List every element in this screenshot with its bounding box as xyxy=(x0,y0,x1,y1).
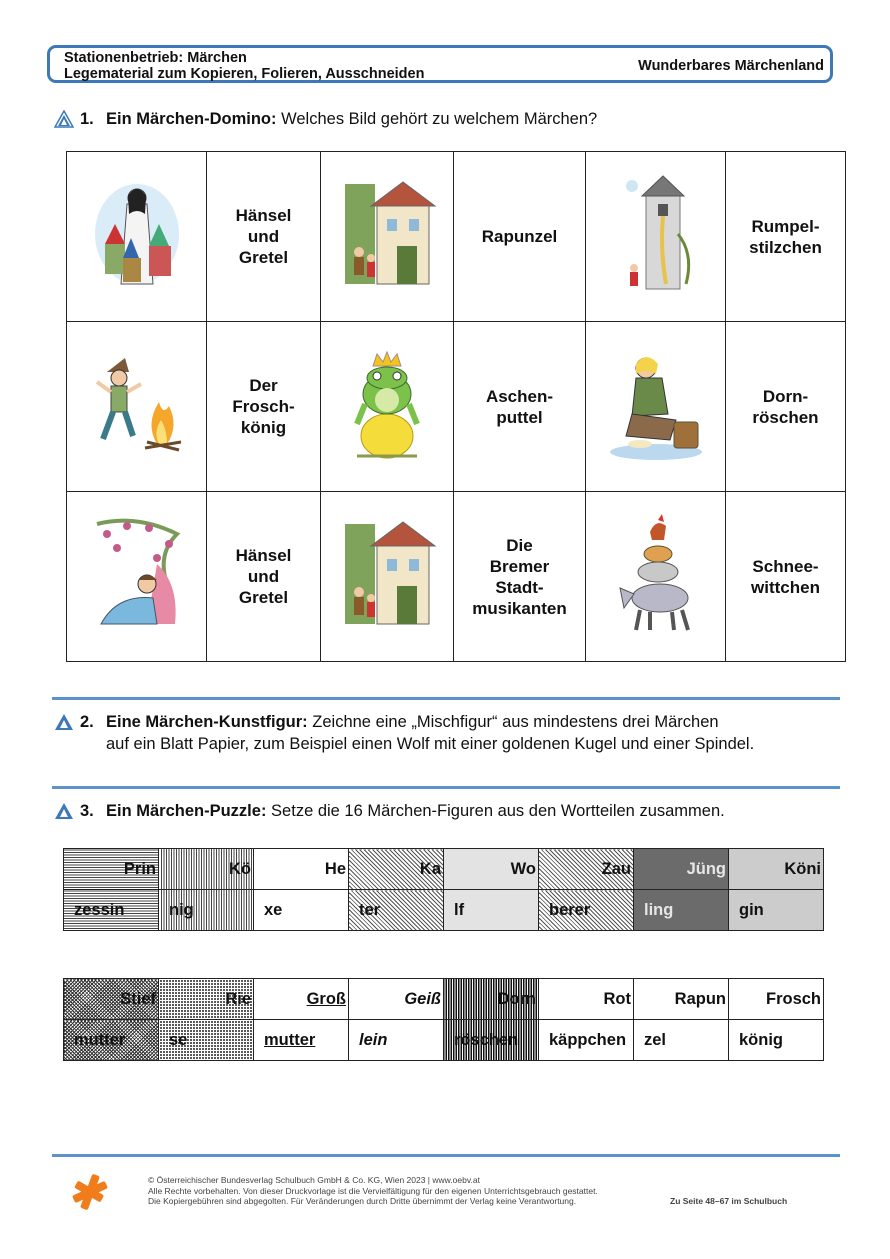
puzzle-piece: Rot xyxy=(539,979,634,1020)
task-title: Ein Märchen-Domino: xyxy=(106,110,277,128)
triangle-level-icon xyxy=(54,110,74,128)
puzzle-piece: Rie xyxy=(159,979,254,1020)
domino-image-cell xyxy=(321,492,454,662)
frog-prince-on-golden-ball-illustration xyxy=(337,344,437,464)
publisher-logo-icon xyxy=(70,1172,110,1212)
triangle-level-icon xyxy=(54,802,74,820)
task-number: 2. xyxy=(80,713,94,731)
domino-label-line: Rapunzel xyxy=(481,227,558,246)
puzzle-piece: zel xyxy=(634,1020,729,1061)
puzzle-piece: Stief xyxy=(64,979,159,1020)
puzzle-piece: He xyxy=(254,849,349,890)
puzzle-piece: Ka xyxy=(349,849,444,890)
task-text xyxy=(106,800,725,822)
puzzle-piece: Prin xyxy=(64,849,159,890)
domino-label-line: Der xyxy=(249,376,278,395)
puzzle-row-bottom xyxy=(64,890,824,931)
footer-line: Die Kopiergebühren sind abgegolten. Für Veränderungen durch Dritte übernimmt der Verlag keine Verantwortung. xyxy=(148,1196,577,1206)
tower-with-hair-illustration xyxy=(606,174,706,294)
domino-label-line: Hänsel xyxy=(235,546,292,565)
dancing-man-at-fire-illustration xyxy=(87,344,187,464)
task-1 xyxy=(54,108,834,132)
header-subtitle-line2: Legematerial zum Kopieren, Folieren, Ausschneiden xyxy=(64,66,425,82)
puzzle-piece: Wo xyxy=(444,849,539,890)
domino-image-cell xyxy=(321,322,454,492)
domino-grid xyxy=(66,151,846,662)
sleeping-beauty-with-roses-illustration xyxy=(87,514,187,634)
footer-page-reference: Zu Seite 48–67 im Schulbuch xyxy=(670,1196,788,1206)
domino-label-line: könig xyxy=(240,418,287,437)
puzzle-table-1 xyxy=(63,848,824,931)
puzzle-piece: Jüng xyxy=(634,849,729,890)
puzzle-piece: Dorn xyxy=(444,979,539,1020)
domino-label-line: wittchen xyxy=(751,577,820,597)
task-number: 1. xyxy=(80,110,94,128)
domino-label-cell xyxy=(454,492,586,662)
puzzle-row-bottom xyxy=(64,1020,824,1061)
puzzle-piece: mutter xyxy=(254,1020,349,1061)
domino-image-cell xyxy=(67,492,207,662)
domino-image-cell xyxy=(321,152,454,322)
witch-house-children-illustration xyxy=(337,174,437,294)
domino-label-line: puttel xyxy=(496,407,543,427)
domino-label-line: und xyxy=(247,567,280,586)
domino-row xyxy=(67,322,846,492)
puzzle-table-2 xyxy=(63,978,824,1061)
puzzle-piece: zessin xyxy=(64,890,159,931)
puzzle-row-top xyxy=(64,849,824,890)
domino-label-line: Hänsel xyxy=(235,206,292,225)
domino-label-line: Gretel xyxy=(238,588,289,607)
puzzle-piece: Köni xyxy=(729,849,824,890)
domino-label-line: Gretel xyxy=(238,248,289,267)
task-title: Ein Märchen-Puzzle: xyxy=(106,802,267,820)
domino-label-cell xyxy=(726,322,846,492)
header-subtitle-line1: Stationenbetrieb: Märchen xyxy=(64,50,247,66)
task-2 xyxy=(54,711,834,757)
domino-label-line: Frosch- xyxy=(232,397,295,416)
task-text xyxy=(106,108,597,130)
task-instruction: Zeichne eine „Mischfigur“ aus mindestens drei Märchen xyxy=(312,713,719,731)
domino-label-line: stilzchen xyxy=(749,237,822,257)
domino-label-line: Schnee- xyxy=(752,556,819,576)
puzzle-piece: röschen xyxy=(444,1020,539,1061)
triangle-level-icon xyxy=(54,713,74,731)
puzzle-piece: ter xyxy=(349,890,444,931)
task-3 xyxy=(54,800,834,824)
section-divider xyxy=(52,697,840,700)
domino-row xyxy=(67,152,846,322)
puzzle-piece: ling xyxy=(634,890,729,931)
domino-label-line: und xyxy=(247,227,280,246)
puzzle-piece: käppchen xyxy=(539,1020,634,1061)
puzzle-piece: nig xyxy=(159,890,254,931)
witch-house-children-illustration xyxy=(337,514,437,634)
domino-label-line: Rumpel- xyxy=(751,216,820,236)
puzzle-piece: mutter xyxy=(64,1020,159,1061)
task-text xyxy=(106,711,719,733)
page-header xyxy=(47,45,833,83)
footer-copyright xyxy=(148,1175,598,1207)
domino-label-line: Aschen- xyxy=(485,386,554,406)
puzzle-piece: lein xyxy=(349,1020,444,1061)
domino-label-line: Bremer xyxy=(489,556,550,576)
task-instruction-line2: auf ein Blatt Papier, zum Beispiel einen Wolf mit einer goldenen Kugel und einer Spindel. xyxy=(106,735,755,753)
header-brand: Wunderbares Märchenland xyxy=(638,58,824,74)
snow-white-with-dwarfs-illustration xyxy=(87,174,187,294)
domino-label-cell xyxy=(207,152,321,322)
domino-label-line: Stadt- xyxy=(495,577,544,597)
domino-image-cell xyxy=(67,322,207,492)
task-number: 3. xyxy=(80,802,94,820)
domino-label-cell xyxy=(454,152,586,322)
domino-label-cell xyxy=(207,322,321,492)
puzzle-row-top xyxy=(64,979,824,1020)
puzzle-piece: Groß xyxy=(254,979,349,1020)
domino-image-cell xyxy=(586,322,726,492)
task-title: Eine Märchen-Kunstfigur: xyxy=(106,713,308,731)
puzzle-piece: Frosch xyxy=(729,979,824,1020)
puzzle-piece: se xyxy=(159,1020,254,1061)
domino-image-cell xyxy=(67,152,207,322)
puzzle-piece: Kö xyxy=(159,849,254,890)
domino-label-cell xyxy=(454,322,586,492)
domino-label-line: musikanten xyxy=(472,598,567,618)
domino-label-cell xyxy=(726,152,846,322)
task-instruction: Setze die 16 Märchen-Figuren aus den Wortteilen zusammen. xyxy=(271,802,725,820)
puzzle-piece: gin xyxy=(729,890,824,931)
cinderella-scrubbing-floor-illustration xyxy=(606,344,706,464)
puzzle-piece: Zau xyxy=(539,849,634,890)
bremen-town-musicians-illustration xyxy=(606,514,706,634)
footer-divider xyxy=(52,1154,840,1157)
puzzle-piece: lf xyxy=(444,890,539,931)
puzzle-piece: Geiß xyxy=(349,979,444,1020)
footer-line: © Österreichischer Bundesverlag Schulbuch GmbH & Co. KG, Wien 2023 | www.oebv.at xyxy=(148,1175,480,1185)
domino-label-line: Dorn- xyxy=(762,386,809,406)
task-instruction: Welches Bild gehört zu welchem Märchen? xyxy=(281,110,598,128)
puzzle-piece: Rapun xyxy=(634,979,729,1020)
domino-image-cell xyxy=(586,492,726,662)
domino-label-line: röschen xyxy=(752,407,819,427)
domino-label-cell xyxy=(207,492,321,662)
puzzle-piece: könig xyxy=(729,1020,824,1061)
domino-image-cell xyxy=(586,152,726,322)
puzzle-piece: xe xyxy=(254,890,349,931)
footer-line: Alle Rechte vorbehalten. Von dieser Druckvorlage ist die Vervielfältigung für den eigenen Unterrichtsgebrauch gestattet. xyxy=(148,1185,598,1196)
puzzle-piece: berer xyxy=(539,890,634,931)
section-divider xyxy=(52,786,840,789)
domino-label-line: Die xyxy=(506,535,533,555)
domino-row xyxy=(67,492,846,662)
domino-label-cell xyxy=(726,492,846,662)
